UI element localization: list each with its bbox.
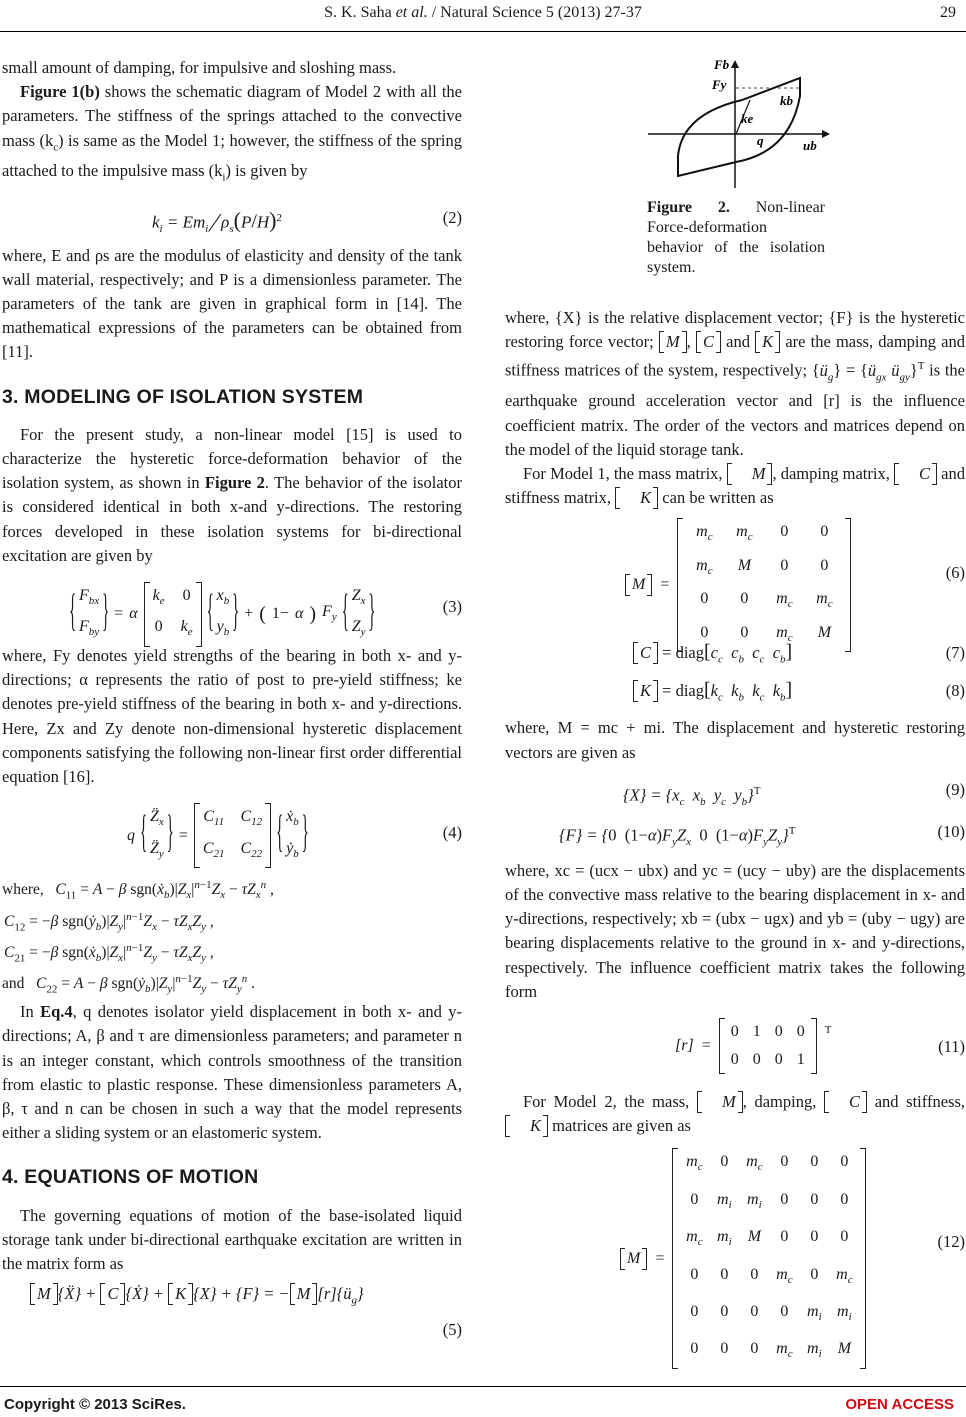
equation-2: $k_i = Em_i$ ⁄ $\rho_s(P/H)^2$ (2): [152, 207, 462, 238]
coefficient-definitions: where, $C_{11} = A - \beta$ $sgn(ẋ_b)|Z_x|^{n-1}Z_x - \tau Z_x^n$ , $C_{12} = -\beta$ $sgn(ẏ_b)|Z_y|^{n-1}Z_x - \tau Z_xZ_y$ , $C_{21} = -\beta$ $sgn(ẋ_b)|Z_x|^{n-1}Z_y - \tau Z_xZ_y$ , and $C_{22} = A - \beta$ $sgn(ẏ_b)|Z_y|^{n-1}Z_y - \tau Z_y^n$ .: [2, 879, 274, 996]
figure-2-caption: Figure 2. Non-linear Force-deformation behavior of the isolation system.: [647, 199, 825, 276]
paragraph: The governing equations of motion of the base-isolated liquid storage tank under bi-directional earthquake excitation are written in the matrix form as: [2, 1205, 462, 1274]
paragraph: In Eq.4, q denotes isolator yield displacement in both x- and y-directions; A, β and τ are dimensionless parameters; and parameter n is an integer constant, which controls smoothness of the transition from elastic to plastic response. These dimensionless parameters A, β, τ and n can be chosen in such a way that the model represents either a sliding system or an elastomeric system.: [2, 1002, 463, 1143]
left-column: [2, 56, 463, 1340]
paragraph: For the present study, a non-linear model [15] is used to characterize the hysteretic force-deformation behavior of the isolation system, as shown in Figure 2. The behavior of the isolator is considered identical in both x-and y-directions. The restoring forces developed in these isolation systems for bi-directional excitation are given by: [2, 424, 462, 565]
section-heading: 3. MODELING OF ISOLATION SYSTEM: [2, 385, 364, 408]
paragraph: Figure 1(b) shows the schematic diagram of Model 2 with all the parameters. The stiffness of the springs attached to the convective mass $(k_c)$ is same as the Model 1; however, the stiffness of the spring attached to the impulsive mass $(k_i)$ is given by: [2, 82, 462, 184]
paragraph: where, Fy denotes yield strengths of the bearing in both x- and y-directions; α represents the ratio of post to pre-yield stiffness; ke denotes pre-yield stiffness of the bearing in both x- and y-directions. Here, Zx and Zy denote non-dimensional hysteretic displacement components satisfying the following non-linear first order differential equation [16].: [2, 646, 462, 787]
q-label: q: [757, 133, 764, 148]
equation-9: $\{X\} = \{x_c$ $x_b$ $y_c$ $y_b\}^T$ (9): [623, 779, 965, 808]
page-header: [0, 4, 966, 26]
paragraph: For Model 2, the mass, M , damping, C and stiffness, K matrices are given as: [505, 1090, 965, 1138]
ke-label: ke: [741, 111, 754, 126]
paragraph: where, xc = (ucx − ubx) and yc = (ucy − uby) are the displacements of the convective mass relative to the bearing displacement in x- and y-directions, respectively; xb = (ubx − ugx) and yb = (uby − ugy) are bearing displacements relative to the ground in x- and y-directions, respectively. The influence coefficient matrix takes the following form: [505, 860, 965, 1001]
equation-5: M {Ẍ} + C {Ẋ} + K {X} + {F} = − M $[r]\{ü_g\}$ (5): [2, 1280, 462, 1336]
fb-label: Fb: [714, 57, 730, 72]
paragraph: For Model 1, the mass matrix, M , damping matrix, C and stiffness matrix, K can be written as: [505, 464, 965, 508]
equation-8: $K = diag[k_c$ $k_b$ $k_c$ $k_b$] (8): [505, 672, 965, 710]
kb-label: kb: [780, 93, 793, 108]
paragraph: where, M = mc + mi. The displacement and hysteretic restoring vectors are given as: [505, 718, 965, 762]
equation-3: { $F_{bx}$ $F_{by}$ } = α $k_e$ 0 0 $k_e$ { $x_b$ $y_b$ } + ( 1− α ) $F_y$ { $Z_x$ $Z_y$ } (3): [2, 576, 462, 638]
right-column: [505, 306, 965, 1361]
equation-7: $C = diag[c_c$ $c_b$ $c_c$ $c_b$] (7): [505, 634, 965, 672]
paragraph: small amount of damping, for impulsive and sloshing mass.: [2, 58, 397, 77]
header-rule: [0, 31, 966, 32]
equation-11: [r] = 0 1 0 0 0 0 0 1 $^T$ (11): [505, 1012, 965, 1082]
equation-4: q { $Z̈_x$ $Z̈_y$ } = $C_{11}$ $C_{12}$ $C_{21}$ $C_{22}$ { ẋ$_b$ ẏ$_b$ } (4): [2, 799, 462, 867]
page-number: 29: [940, 4, 956, 21]
footer-rule: [0, 1386, 966, 1387]
hysteresis-loop-figure: [640, 56, 830, 191]
running-title: S. K. Saha et al. / Natural Science 5 (2013) 27-37: [324, 4, 642, 21]
open-access-label: OPEN ACCESS: [845, 1396, 954, 1413]
equation-12: M = $m_c$ 0 $m_c$ 0 0 0 0 $m_i$ $m_i$ 0 0 0 $m_c$ $m_i$ M 0 0 0 0 0 0 $m_c$ 0 $m_c$ 0 0 0 0 $m_i$ $m_i$ 0 0 0 $m_c$ $m_i$ M (12): [505, 1144, 965, 1340]
paragraph: where, E and ρs are the modulus of elasticity and density of the tank wall material, respectively; and P is a dimensionless parameter. The parameters of the tank are given in graphical form in [14]. The mathematical expressions of the parameters can be obtained from [11].: [2, 245, 462, 362]
paragraph: where, {X} is the relative displacement vector; {F} is the hysteretic restoring force vector; M , C and K are the mass, damping and stiffness matrices of the system, respectively; $\{ü_g\}$ = {$ü_{gx}$ $ü_{gy}\}^T$ is the earthquake ground acceleration vector and [r] is the influence coefficient matrix. The order of the vectors and matrices depend on the model of the liquid storage tank.: [505, 308, 965, 459]
fy-label: Fy: [712, 77, 727, 92]
copyright: Copyright © 2013 SciRes.: [4, 1396, 186, 1413]
section-heading: 4. EQUATIONS OF MOTION: [2, 1166, 259, 1189]
equation-6: M = $m_c$ $m_c$ 0 0 $m_c$ M 0 0 0 0 $m_c$ $m_c$ 0 0 $m_c$ M (6): [505, 514, 965, 632]
ub-label: ub: [803, 138, 817, 153]
equation-10: {F} = {0 $(1-\alpha)F_yZ_x$ 0 $(1-\alpha)F_yZ_y\}^T$ (10): [559, 821, 965, 848]
